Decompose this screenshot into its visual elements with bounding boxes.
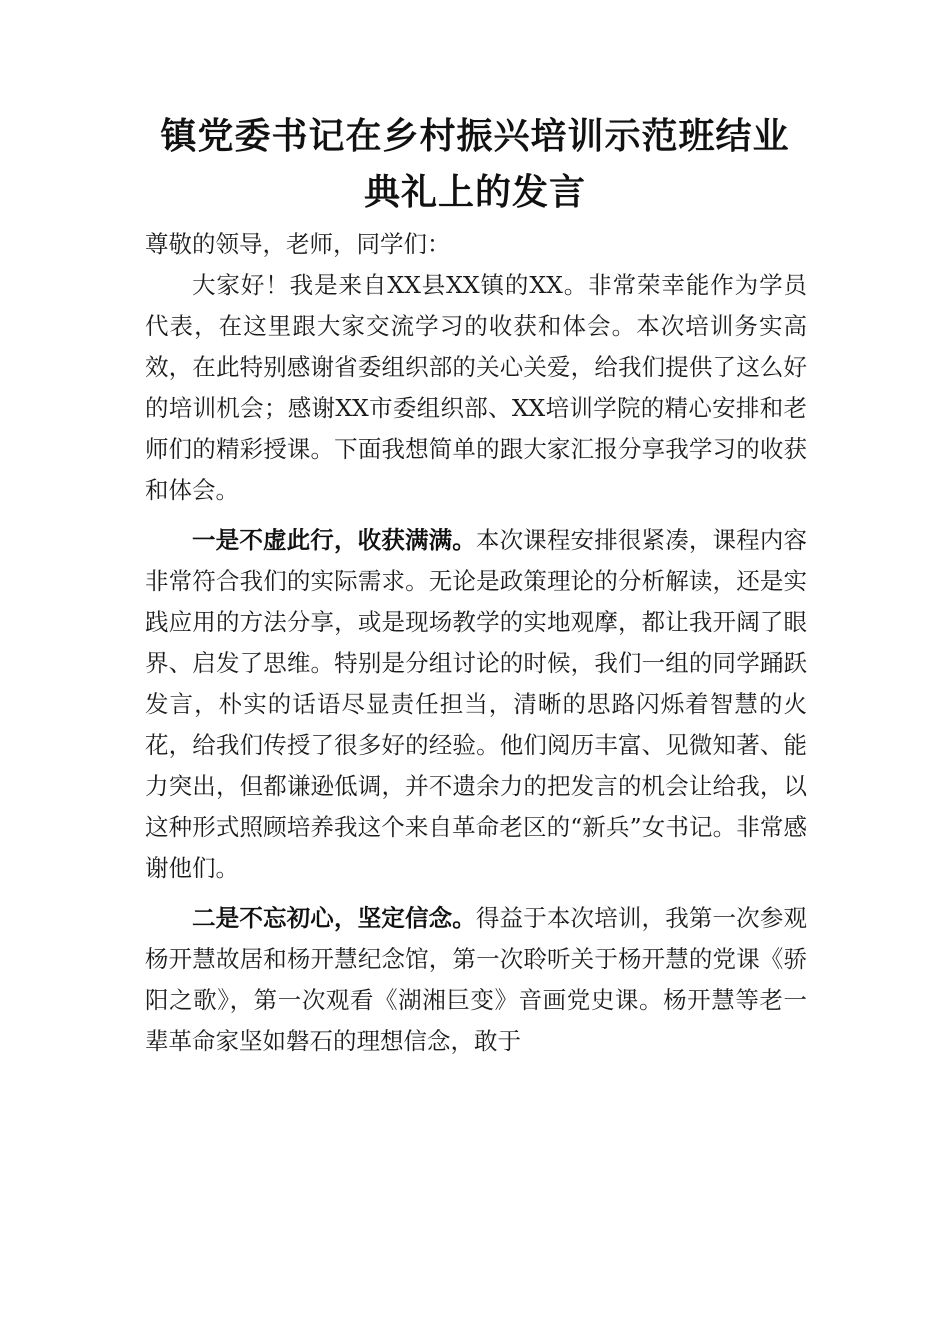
salutation: 尊敬的领导，老师，同学们：: [145, 230, 451, 258]
paragraph-text: 本次课程安排很紧凑，课程内容非常符合我们的实际需求。无论是政策理论的分析解读，还是实践应用的方法分享，或是现场教学的实地观摩，都让我开阔了眼界、启发了思维。特别是分组讨论的时候，我们一组的同学踊跃发言，朴实的话语尽显责任担当，清晰的思路闪烁着智慧的火花，给我们传授了很多好的经验。他们阅历丰富、见微知著、能力突出，但都谦逊低调，并不遗余力的把发言的机会让给我，以这种形式照顾培养我这个来自革命老区的“新兵”女书记。非常感谢他们。: [145, 526, 808, 882]
paragraph-section-two: [145, 898, 807, 1062]
paragraph-section-one: [145, 520, 807, 889]
section-heading: 一是不虚此行，收获满满。: [192, 526, 476, 554]
section-heading: 二是不忘初心，坚定信念。: [192, 904, 476, 932]
document-body: [145, 224, 807, 1062]
paragraph-text: 得益于本次培训，我第一次参观杨开慧故居和杨开慧纪念馆，第一次聆听关于杨开慧的党课《骄阳之歌》，第一次观看《湖湘巨变》音画党史课。杨开慧等老一辈革命家坚如磐石的理想信念，敢于: [145, 904, 808, 1055]
document-title: 镇党委书记在乡村振兴培训示范班结业典礼上的发言: [160, 115, 790, 213]
paragraph-text: 大家好！我是来自XX县XX镇的XX。非常荣幸能作为学员代表，在这里跟大家交流学习的收获和体会。本次培训务实高效，在此特别感谢省委组织部的关心关爱，给我们提供了这么好的培训机会；感谢XX市委组织部、XX培训学院的精心安排和老师们的精彩授课。下面我想简单的跟大家汇报分享我学习的收获和体会。: [145, 271, 807, 504]
paragraph-greeting: [145, 265, 807, 511]
